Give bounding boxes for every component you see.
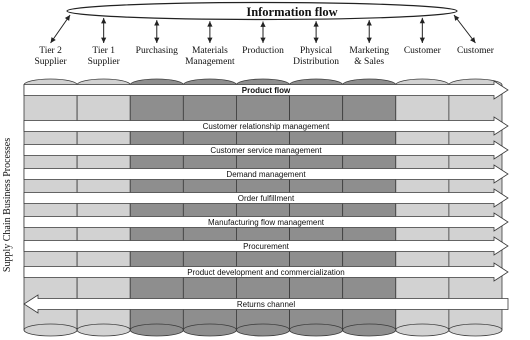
process-label: Demand management (226, 170, 306, 179)
column-marketing-sales (343, 79, 396, 336)
arrowhead (65, 15, 70, 21)
arrowhead (454, 15, 459, 21)
column-bottom (183, 324, 236, 336)
column-customer (396, 79, 449, 336)
returns-channel-label: Returns channel (236, 300, 296, 309)
column-label-group (454, 15, 495, 56)
supply-chain-processes-label: Supply Chain Business Processes (2, 137, 13, 273)
column-label-group (293, 21, 339, 67)
column-label: Materials (191, 46, 228, 56)
column-label: Supplier (34, 57, 67, 67)
arrowhead (367, 38, 372, 43)
column-label: Physical (300, 46, 333, 56)
column-label-group (404, 18, 442, 56)
column-bottom (24, 324, 77, 336)
arrowhead (420, 18, 425, 23)
column-bottom (396, 324, 449, 336)
column-label: Purchasing (135, 46, 178, 56)
column-physical-distribution (290, 79, 343, 336)
column-label: Customer (456, 46, 494, 56)
column-label: Customer (403, 46, 441, 56)
column-label: Production (242, 46, 284, 56)
column-label-group (34, 15, 70, 67)
column-bottom (449, 324, 502, 336)
column-label-group (242, 21, 284, 56)
process-label: Customer relationship management (202, 122, 330, 131)
arrowhead (367, 20, 372, 25)
column-label: Marketing (349, 46, 390, 56)
column-label-group (88, 18, 121, 67)
arrowhead (154, 38, 159, 43)
column-materials-management (183, 79, 236, 336)
arrowhead (207, 38, 212, 43)
column-labels (34, 15, 494, 67)
column-label: Tier 1 (92, 46, 115, 56)
arrowhead (154, 20, 159, 25)
arrowhead (207, 21, 212, 26)
column-label-group (136, 20, 178, 56)
column-label: Distribution (293, 57, 340, 67)
arrowhead (101, 18, 106, 23)
column-purchasing (130, 79, 183, 336)
column-label: Management (185, 57, 235, 67)
arrowhead (51, 37, 56, 43)
column-bottom (343, 324, 396, 336)
process-label: Order fulfillment (237, 194, 295, 203)
column-label-group (185, 21, 235, 67)
column-bottom (290, 324, 343, 336)
arrowhead (314, 38, 319, 43)
arrowhead (260, 21, 265, 26)
column-label: Supplier (87, 57, 120, 67)
process-label: Customer service management (210, 146, 322, 155)
process-label: Product development and commercialization (187, 268, 345, 277)
firm-columns (24, 79, 502, 336)
arrowhead (260, 38, 265, 43)
information-flow-region (67, 3, 457, 20)
arrowhead (420, 38, 425, 43)
arrowhead (314, 21, 319, 26)
column-production (236, 79, 289, 336)
process-label: Procurement (243, 242, 289, 251)
product-flow-label: Product flow (241, 86, 291, 95)
arrowhead (470, 37, 475, 43)
arrowhead (101, 38, 106, 43)
column-label-group (349, 20, 389, 67)
column-tier-2-supplier (24, 79, 77, 336)
process-label: Manufacturing flow management (207, 218, 325, 227)
column-bottom (236, 324, 289, 336)
column-tier-1-supplier (77, 79, 130, 336)
column-bottom (130, 324, 183, 336)
column-bottom (77, 324, 130, 336)
column-label: Tier 2 (39, 46, 62, 56)
information-flow-label: Information flow (246, 5, 338, 19)
column-label: & Sales (354, 57, 385, 67)
